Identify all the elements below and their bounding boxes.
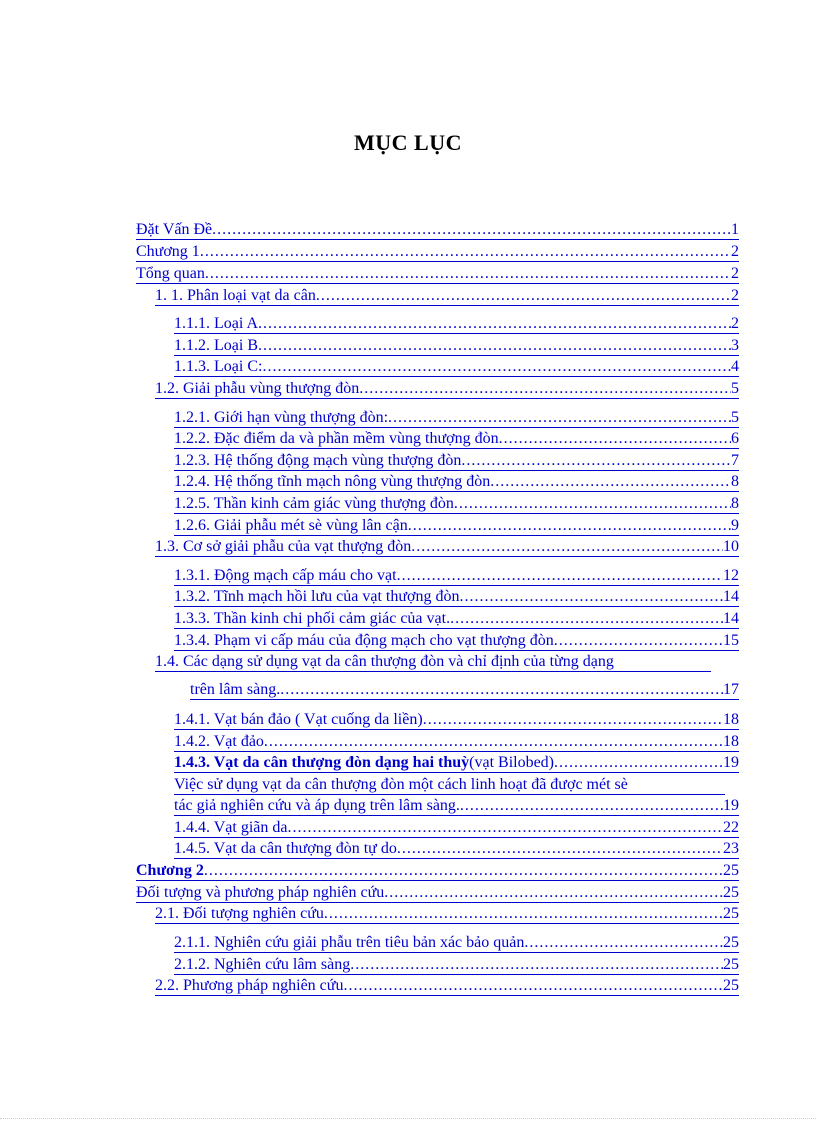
- toc-entry-1-1-1[interactable]: [174, 314, 739, 334]
- toc-entry-1-1-3[interactable]: [174, 357, 739, 377]
- toc-entry-1-3-2[interactable]: [174, 587, 739, 607]
- toc-entry-2-1[interactable]: [155, 904, 739, 924]
- toc-page: 22: [723, 819, 739, 836]
- leader-dots: [460, 797, 723, 815]
- toc-label: 1.1.1. Loại A: [174, 315, 258, 332]
- toc-paragraph-line2[interactable]: [174, 796, 739, 816]
- leader-dots: [459, 588, 723, 606]
- toc-label: Việc sử dụng vạt da cân thượng đòn một cách linh hoạt đã được mét sè: [174, 776, 628, 793]
- toc-page: 8: [731, 495, 739, 512]
- leader-dots: [343, 977, 723, 995]
- toc-page: 5: [731, 380, 739, 397]
- toc-label: 1.4.1. Vạt bán đảo ( Vạt cuống da liền): [174, 711, 423, 728]
- toc-page: 14: [723, 588, 739, 605]
- leader-dots: [200, 243, 731, 261]
- toc-page: 19: [723, 754, 739, 771]
- toc-page: 17: [723, 681, 739, 698]
- leader-dots: [554, 632, 723, 650]
- toc-label: 1.3.4. Phạm vi cấp máu của động mạch cho vạt thượng đòn: [174, 632, 554, 649]
- page-bottom-divider: [0, 1118, 816, 1119]
- leader-dots: [258, 337, 731, 355]
- leader-dots: [454, 495, 731, 513]
- toc-entry-1-4-line1[interactable]: [155, 652, 711, 672]
- toc-page: 25: [723, 956, 739, 973]
- toc-entry-2-1-1[interactable]: [174, 933, 739, 953]
- toc-label-bold: 1.4.3. Vạt da cân thượng đòn dạng hai thuỳ: [174, 754, 470, 771]
- toc-label: 2.1.2. Nghiên cứu lâm sàng: [174, 956, 351, 973]
- toc-label: 1. 1. Phân loại vạt da cân: [155, 287, 316, 304]
- toc-label: Đặt Vấn Đề: [136, 221, 213, 238]
- toc-entry-chuong-2[interactable]: [136, 861, 739, 881]
- toc-label: 1.2.3. Hệ thống động mạch vùng thượng đòn: [174, 452, 462, 469]
- toc-page: 7: [731, 452, 739, 469]
- toc-label: tác giả nghiên cứu và áp dụng trên lâm sàng.: [174, 797, 460, 814]
- toc-entry-2-1-2[interactable]: [174, 955, 739, 975]
- toc-page: 25: [723, 884, 739, 901]
- page-title: MỤC LỤC: [354, 130, 462, 155]
- toc-label: 1.4. Các dạng sử dụng vạt da cân thượng đòn và chỉ định của từng dạng: [155, 653, 614, 670]
- leader-dots: [359, 380, 731, 398]
- toc-entry-2-2[interactable]: [155, 976, 739, 996]
- toc-page: 25: [723, 862, 739, 879]
- toc-page: 25: [723, 905, 739, 922]
- toc-label: 1.3. Cơ sở giải phẫu của vạt thượng đòn: [155, 538, 412, 555]
- leader-dots: [411, 538, 723, 556]
- leader-dots: [287, 819, 723, 837]
- toc-entry-dat-van-de[interactable]: [136, 220, 739, 240]
- toc-label: Chương 1: [136, 243, 200, 260]
- toc-entry-1-4-4[interactable]: [174, 818, 739, 838]
- toc-page: 10: [723, 538, 739, 555]
- toc-label: 1.2.6. Giải phẫu mét sè vùng lân cận: [174, 517, 408, 534]
- toc-page: 9: [731, 517, 739, 534]
- toc-entry-1-3-4[interactable]: [174, 631, 739, 651]
- toc-page: 8: [731, 473, 739, 490]
- toc-entry-1-2-6[interactable]: [174, 516, 739, 536]
- toc-label: 2.2. Phương pháp nghiên cứu: [155, 977, 344, 994]
- toc-entry-1-2[interactable]: [155, 379, 739, 399]
- toc-entry-1-1-2[interactable]: [174, 336, 739, 356]
- toc-label: 1.4.5. Vạt da cân thượng đòn tự do: [174, 840, 397, 857]
- leader-dots: [461, 452, 731, 470]
- toc-page: 15: [723, 632, 739, 649]
- toc-label: Tổng quan: [136, 265, 205, 282]
- toc-label: 1.3.3. Thần kinh chi phối cảm giác của vạt.: [174, 610, 451, 627]
- toc-page: 2: [731, 315, 739, 332]
- leader-dots: [264, 733, 723, 751]
- toc-page: 3: [731, 337, 739, 354]
- toc-entry-doi-tuong[interactable]: [136, 883, 739, 903]
- toc-label: 1.4.2. Vạt đảo: [174, 733, 264, 750]
- toc-entry-1-2-2[interactable]: [174, 429, 739, 449]
- leader-dots: [258, 315, 731, 333]
- toc-label: 1.2.5. Thần kinh cảm giác vùng thượng đòn: [174, 495, 454, 512]
- toc-page: 5: [731, 409, 739, 426]
- leader-dots: [212, 221, 731, 239]
- leader-dots: [204, 862, 723, 880]
- toc-entry-tong-quan[interactable]: [136, 264, 739, 284]
- toc-page: 18: [723, 711, 739, 728]
- toc-label: Chương 2: [136, 862, 204, 879]
- toc-label: 1.3.1. Động mạch cấp máu cho vạt: [174, 567, 397, 584]
- toc-page: 19: [723, 797, 739, 814]
- leader-dots: [388, 409, 731, 427]
- toc-page: 6: [731, 430, 739, 447]
- toc-entry-1-3-3[interactable]: [174, 609, 739, 629]
- toc-label: (vạt Bilobed): [469, 754, 555, 771]
- leader-dots: [423, 711, 723, 729]
- toc-label: 1.3.2. Tĩnh mạch hồi lưu của vạt thượng đòn: [174, 588, 460, 605]
- leader-dots: [384, 884, 723, 902]
- leader-dots: [499, 430, 731, 448]
- toc-entry-1-2-5[interactable]: [174, 494, 739, 514]
- toc-label: 2.1.1. Nghiên cứu giải phẫu trên tiêu bản xác bảo quản: [174, 934, 525, 951]
- toc-label: 1.1.2. Loại B: [174, 337, 258, 354]
- toc-label: trên lâm sàng.: [190, 681, 281, 698]
- toc-entry-1-3-1[interactable]: [174, 566, 739, 586]
- toc-entry-1-2-4[interactable]: [174, 472, 739, 492]
- toc-label: 2.1. Đối tượng nghiên cứu: [155, 905, 324, 922]
- toc-page: 2: [731, 243, 739, 260]
- toc-entry-1-3[interactable]: [155, 537, 739, 557]
- toc-page: 12: [723, 567, 739, 584]
- toc-entry-1-2-1[interactable]: [174, 408, 739, 428]
- toc-page: 25: [723, 934, 739, 951]
- leader-dots: [524, 934, 723, 952]
- leader-dots: [554, 754, 723, 772]
- toc-entry-1-4-line2[interactable]: [190, 680, 739, 700]
- toc-entry-1-4-3[interactable]: [174, 753, 739, 773]
- toc-label: Đối tượng và phương pháp nghiên cứu: [136, 884, 385, 901]
- leader-dots: [205, 265, 731, 283]
- leader-dots: [397, 567, 723, 585]
- toc-label: 1.4.4. Vạt giãn da: [174, 819, 288, 836]
- leader-dots: [408, 517, 731, 535]
- toc-entry-1-2-3[interactable]: [174, 451, 739, 471]
- toc-page: 4: [731, 358, 739, 375]
- toc-entry-1-4-1[interactable]: [174, 710, 739, 730]
- leader-dots: [324, 905, 723, 923]
- leader-dots: [316, 287, 731, 305]
- toc-entry-1-4-5[interactable]: [174, 839, 739, 859]
- toc-page: 18: [723, 733, 739, 750]
- toc-entry-chuong-1[interactable]: [136, 242, 739, 262]
- leader-dots: [262, 358, 731, 376]
- toc-label: 1.2.1. Giới hạn vùng thượng đòn:: [174, 409, 389, 426]
- toc-label: 1.1.3. Loại C:: [174, 358, 263, 375]
- leader-dots: [490, 473, 731, 491]
- toc-paragraph-line1[interactable]: [174, 775, 725, 795]
- toc-label: 1.2.2. Đặc điểm da và phần mềm vùng thượng đòn: [174, 430, 499, 447]
- toc-page: 23: [723, 840, 739, 857]
- leader-dots: [450, 610, 723, 628]
- leader-dots: [397, 840, 723, 858]
- toc-page: 1: [731, 221, 739, 238]
- toc-page: 2: [731, 287, 739, 304]
- toc-page: 14: [723, 610, 739, 627]
- toc-entry-1-4-2[interactable]: [174, 732, 739, 752]
- leader-dots: [350, 956, 723, 974]
- toc-page: 2: [731, 265, 739, 282]
- toc-label: 1.2. Giải phẫu vùng thượng đòn: [155, 380, 360, 397]
- toc-entry-1-1[interactable]: [155, 286, 739, 306]
- leader-dots: [280, 681, 723, 699]
- toc-page: 25: [723, 977, 739, 994]
- toc-label: 1.2.4. Hệ thống tĩnh mạch nông vùng thượng đòn: [174, 473, 491, 490]
